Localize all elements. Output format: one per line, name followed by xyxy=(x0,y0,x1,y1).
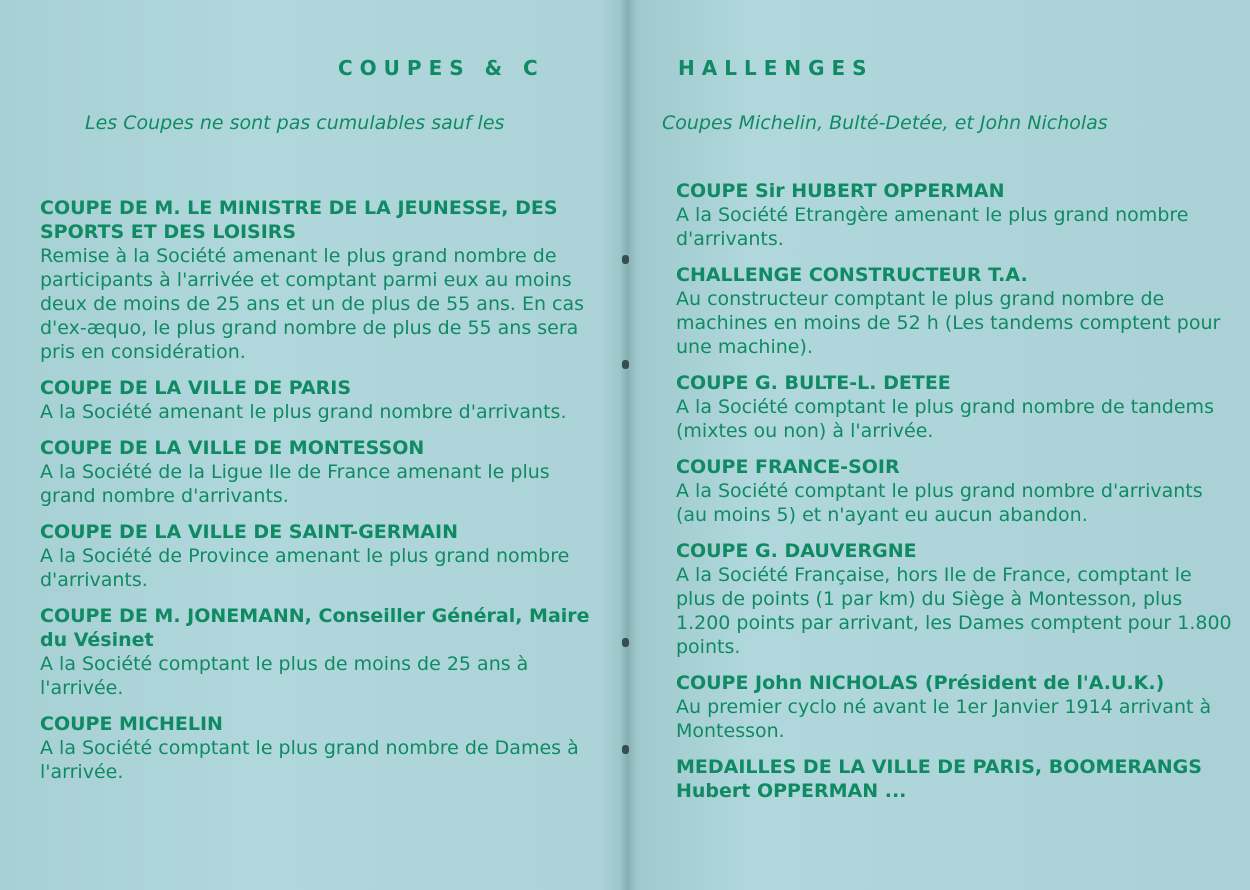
trophy-entry xyxy=(40,520,600,592)
trophy-description: A la Société amenant le plus grand nombre d'arrivants. xyxy=(40,401,567,423)
subtitle-right: Coupes Michelin, Bulté-Detée, et John Nicholas xyxy=(662,112,1108,134)
trophy-title: COUPE G. DAUVERGNE xyxy=(676,540,917,562)
trophy-title: COUPE MICHELIN xyxy=(40,713,223,735)
subtitle-left: Les Coupes ne sont pas cumulables sauf les xyxy=(85,112,505,134)
trophy-description: A la Société comptant le plus grand nombre de Dames à l'arrivée. xyxy=(40,737,579,783)
trophy-entry xyxy=(676,755,1236,803)
trophy-description: Remise à la Société amenant le plus grand nombre de participants à l'arrivée et comptant parmi eux au moins deux de moins de 25 ans et un de plus de 55 ans. En cas d'ex-æquo, le plus grand nombre de plus de 55 ans sera pris en considération. xyxy=(40,245,585,363)
trophy-description: Au premier cyclo né avant le 1er Janvier 1914 arrivant à Montesson. xyxy=(676,696,1212,742)
staple-2 xyxy=(622,360,629,369)
trophy-title: COUPE DE LA VILLE DE MONTESSON xyxy=(40,437,425,459)
trophy-entry xyxy=(40,196,600,364)
trophy-title: COUPE DE LA VILLE DE SAINT-GERMAIN xyxy=(40,521,458,543)
page-gutter xyxy=(620,0,638,890)
staple-1 xyxy=(622,255,629,264)
trophy-title: COUPE Sir HUBERT OPPERMAN xyxy=(676,180,1005,202)
page-title-right: HALLENGES xyxy=(678,56,874,80)
trophy-description: A la Société Etrangère amenant le plus grand nombre d'arrivants. xyxy=(676,204,1189,250)
trophy-entry xyxy=(40,436,600,508)
page-title-left: COUPES & C xyxy=(338,56,545,80)
trophy-title: COUPE DE LA VILLE DE PARIS xyxy=(40,377,352,399)
trophy-description: Au constructeur comptant le plus grand nombre de machines en moins de 52 h (Les tandems comptent pour une machine). xyxy=(676,288,1221,358)
right-page-column xyxy=(676,179,1236,815)
trophy-entry xyxy=(676,671,1236,743)
trophy-description: A la Société de la Ligue Ile de France amenant le plus grand nombre d'arrivants. xyxy=(40,461,550,507)
trophy-title: CHALLENGE CONSTRUCTEUR T.A. xyxy=(676,264,1028,286)
trophy-title: COUPE DE M. JONEMANN, Conseiller Général, Maire du Vésinet xyxy=(40,605,590,651)
trophy-description: A la Société de Province amenant le plus grand nombre d'arrivants. xyxy=(40,545,570,591)
trophy-title: COUPE John NICHOLAS (Président de l'A.U.K.) xyxy=(676,672,1165,694)
trophy-description: A la Société comptant le plus grand nombre d'arrivants (au moins 5) et n'ayant eu aucun abandon. xyxy=(676,480,1203,526)
trophy-entry xyxy=(40,604,600,700)
trophy-title: COUPE FRANCE-SOIR xyxy=(676,456,900,478)
trophy-description: A la Société comptant le plus grand nombre de tandems (mixtes ou non) à l'arrivée. xyxy=(676,396,1214,442)
staple-4 xyxy=(622,745,629,754)
trophy-entry xyxy=(676,263,1236,359)
staple-3 xyxy=(622,638,629,647)
trophy-entry xyxy=(40,376,600,424)
trophy-title: COUPE DE M. LE MINISTRE DE LA JEUNESSE, DES SPORTS ET DES LOISIRS xyxy=(40,197,558,243)
trophy-entry xyxy=(676,539,1236,659)
trophy-title: COUPE G. BULTE-L. DETEE xyxy=(676,372,951,394)
trophy-entry xyxy=(40,712,600,784)
trophy-entry xyxy=(676,455,1236,527)
trophy-description: A la Société Française, hors Ile de France, comptant le plus de points (1 par km) du Siège à Montesson, plus 1.200 points par arrivant, les Dames comptent pour 1.800 points. xyxy=(676,564,1232,658)
trophy-title: MEDAILLES DE LA VILLE DE PARIS, BOOMERANGS Hubert OPPERMAN ... xyxy=(676,756,1202,802)
left-page-column xyxy=(40,196,600,796)
trophy-entry xyxy=(676,371,1236,443)
trophy-entry xyxy=(676,179,1236,251)
trophy-description: A la Société comptant le plus de moins de 25 ans à l'arrivée. xyxy=(40,653,529,699)
